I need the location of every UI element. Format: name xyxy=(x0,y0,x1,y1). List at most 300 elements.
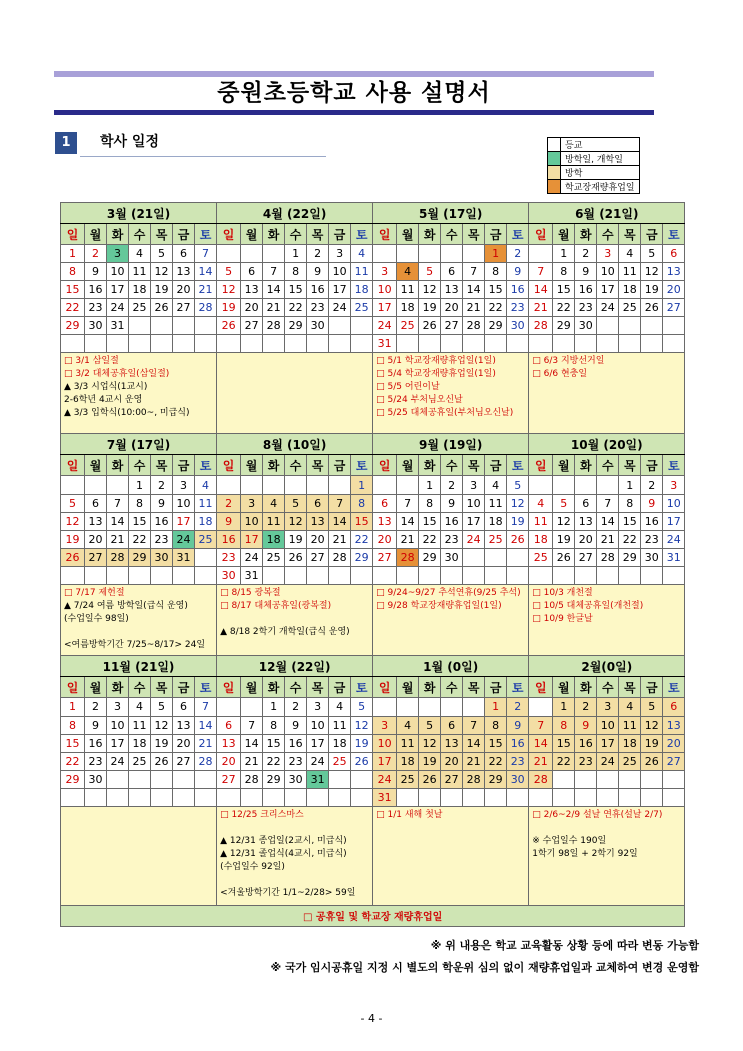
day-cell: 17 xyxy=(241,530,263,548)
day-cell: 1 xyxy=(485,698,507,716)
weekday-label: 월 xyxy=(241,224,263,245)
empty-day-cell xyxy=(173,566,195,584)
day-cell: 11 xyxy=(129,263,151,281)
day-cell: 12 xyxy=(419,281,441,299)
day-cell: 4 xyxy=(397,716,419,734)
month-notes xyxy=(373,353,529,434)
empty-day-cell xyxy=(195,788,217,806)
weekday-label: 목 xyxy=(307,224,329,245)
academic-calendar xyxy=(60,202,685,927)
day-cell: 23 xyxy=(507,752,529,770)
day-cell: 3 xyxy=(597,698,619,716)
day-cell: 2 xyxy=(575,698,597,716)
day-cell: 15 xyxy=(553,734,575,752)
legend-label: 방학 xyxy=(561,166,640,180)
empty-day-cell xyxy=(61,788,85,806)
empty-day-cell xyxy=(307,476,329,494)
empty-day-cell xyxy=(463,788,485,806)
note-line: ▲ 7/24 여름 방학일(급식 운영) xyxy=(64,600,188,611)
day-cell: 15 xyxy=(485,734,507,752)
day-cell: 8 xyxy=(61,716,85,734)
day-cell: 11 xyxy=(329,716,351,734)
empty-day-cell xyxy=(575,770,597,788)
month-title: 9월 (19일) xyxy=(373,434,529,455)
day-cell: 20 xyxy=(663,281,685,299)
day-cell: 11 xyxy=(619,263,641,281)
day-cell: 12 xyxy=(151,263,173,281)
day-cell: 26 xyxy=(61,548,85,566)
day-cell: 8 xyxy=(485,716,507,734)
page-title: 중원초등학교 사용 설명서 xyxy=(217,80,491,106)
empty-day-cell xyxy=(373,476,397,494)
day-cell: 26 xyxy=(285,548,307,566)
empty-day-cell xyxy=(553,335,575,353)
week-row xyxy=(61,788,685,806)
weekday-label: 목 xyxy=(307,677,329,698)
empty-day-cell xyxy=(129,770,151,788)
weekday-label: 일 xyxy=(373,677,397,698)
empty-day-cell xyxy=(217,245,241,263)
note-line: □ 5/4 학교장재량휴업일(1일) xyxy=(376,369,496,380)
day-cell: 25 xyxy=(129,299,151,317)
day-cell: 15 xyxy=(619,512,641,530)
day-cell: 11 xyxy=(619,716,641,734)
month-title: 12월 (22일) xyxy=(217,656,373,677)
day-cell: 25 xyxy=(129,752,151,770)
day-cell: 28 xyxy=(241,770,263,788)
day-cell: 5 xyxy=(285,494,307,512)
empty-day-cell xyxy=(173,788,195,806)
weekday-label: 화 xyxy=(419,455,441,476)
weekday-label: 일 xyxy=(217,677,241,698)
legend-swatch-start-end xyxy=(548,152,561,166)
day-cell: 15 xyxy=(351,512,373,530)
day-cell: 11 xyxy=(397,281,419,299)
empty-day-cell xyxy=(241,788,263,806)
empty-day-cell xyxy=(619,788,641,806)
day-cell: 27 xyxy=(663,299,685,317)
empty-day-cell xyxy=(129,335,151,353)
day-cell: 15 xyxy=(553,281,575,299)
day-cell: 22 xyxy=(285,299,307,317)
day-cell: 27 xyxy=(373,548,397,566)
day-cell: 27 xyxy=(173,299,195,317)
empty-day-cell xyxy=(329,476,351,494)
empty-day-cell xyxy=(285,566,307,584)
note-line: ▲ 3/3 입학식(10:00~, 미급식) xyxy=(64,408,190,419)
weekday-label: 토 xyxy=(507,677,529,698)
day-cell: 31 xyxy=(307,770,329,788)
empty-day-cell xyxy=(173,335,195,353)
week-row xyxy=(61,245,685,263)
day-cell: 15 xyxy=(61,734,85,752)
day-cell: 2 xyxy=(217,494,241,512)
day-cell: 15 xyxy=(419,512,441,530)
day-cell: 3 xyxy=(373,263,397,281)
empty-day-cell xyxy=(195,335,217,353)
day-cell: 3 xyxy=(107,698,129,716)
empty-day-cell xyxy=(463,548,485,566)
day-cell: 20 xyxy=(575,530,597,548)
day-cell: 22 xyxy=(129,530,151,548)
empty-day-cell xyxy=(217,698,241,716)
legend-label: 방학일, 개학일 xyxy=(561,152,640,166)
empty-day-cell xyxy=(597,335,619,353)
day-cell: 8 xyxy=(553,716,575,734)
day-cell: 14 xyxy=(397,512,419,530)
day-cell: 31 xyxy=(107,317,129,335)
day-cell: 7 xyxy=(195,698,217,716)
day-cell: 9 xyxy=(441,494,463,512)
day-cell: 9 xyxy=(641,494,663,512)
empty-day-cell xyxy=(107,335,129,353)
empty-day-cell xyxy=(195,770,217,788)
day-cell: 28 xyxy=(195,752,217,770)
day-cell: 30 xyxy=(641,548,663,566)
empty-day-cell xyxy=(619,335,641,353)
weekday-label: 수 xyxy=(129,677,151,698)
day-cell: 10 xyxy=(329,263,351,281)
empty-day-cell xyxy=(285,476,307,494)
empty-day-cell xyxy=(485,335,507,353)
day-cell: 13 xyxy=(85,512,107,530)
empty-day-cell xyxy=(151,788,173,806)
day-cell: 3 xyxy=(173,476,195,494)
day-cell: 6 xyxy=(441,716,463,734)
day-cell: 7 xyxy=(463,263,485,281)
weekday-label: 금 xyxy=(329,677,351,698)
legend-item xyxy=(548,180,640,194)
day-cell: 12 xyxy=(285,512,307,530)
weekday-label: 월 xyxy=(241,677,263,698)
day-cell: 6 xyxy=(85,494,107,512)
weekday-label: 토 xyxy=(351,677,373,698)
empty-day-cell xyxy=(263,788,285,806)
empty-day-cell xyxy=(553,566,575,584)
weekday-label: 수 xyxy=(597,455,619,476)
day-cell: 5 xyxy=(641,698,663,716)
empty-day-cell xyxy=(575,788,597,806)
note-line: □ 7/17 제헌절 xyxy=(64,587,125,598)
empty-day-cell xyxy=(329,335,351,353)
day-cell: 7 xyxy=(529,263,553,281)
day-cell: 7 xyxy=(241,716,263,734)
day-cell: 6 xyxy=(575,494,597,512)
note-line: □ 10/5 대체공휴일(개천절) xyxy=(532,600,644,611)
day-cell: 16 xyxy=(217,530,241,548)
weekday-label: 목 xyxy=(619,224,641,245)
empty-day-cell xyxy=(507,788,529,806)
day-cell: 17 xyxy=(663,512,685,530)
day-cell: 12 xyxy=(217,281,241,299)
day-cell: 17 xyxy=(107,734,129,752)
day-cell: 26 xyxy=(507,530,529,548)
day-cell: 13 xyxy=(663,716,685,734)
week-row xyxy=(61,770,685,788)
day-cell: 30 xyxy=(507,317,529,335)
note-line: 2-6학년 4교시 운영 xyxy=(64,395,143,406)
day-cell: 4 xyxy=(329,698,351,716)
day-cell: 21 xyxy=(597,530,619,548)
day-cell: 1 xyxy=(263,698,285,716)
weekday-label: 수 xyxy=(597,677,619,698)
day-cell: 19 xyxy=(285,530,307,548)
empty-day-cell xyxy=(663,566,685,584)
week-row xyxy=(61,548,685,566)
day-cell: 2 xyxy=(151,476,173,494)
month-title: 8월 (10일) xyxy=(217,434,373,455)
day-cell: 28 xyxy=(329,548,351,566)
day-cell: 14 xyxy=(107,512,129,530)
day-cell: 29 xyxy=(553,317,575,335)
empty-day-cell xyxy=(597,788,619,806)
empty-day-cell xyxy=(129,566,151,584)
empty-day-cell xyxy=(485,788,507,806)
week-row xyxy=(61,263,685,281)
day-cell: 1 xyxy=(61,698,85,716)
day-cell: 24 xyxy=(241,548,263,566)
week-row xyxy=(61,281,685,299)
weekday-label: 토 xyxy=(507,455,529,476)
day-cell: 23 xyxy=(441,530,463,548)
day-cell: 3 xyxy=(373,716,397,734)
day-cell: 5 xyxy=(419,263,441,281)
week-row xyxy=(61,698,685,716)
weekday-label: 토 xyxy=(351,224,373,245)
day-cell: 21 xyxy=(529,299,553,317)
weekday-label: 금 xyxy=(641,224,663,245)
day-cell: 14 xyxy=(195,716,217,734)
day-cell: 31 xyxy=(373,788,397,806)
note-line: <여름방학기간 7/25~8/17> 24일 xyxy=(64,639,206,650)
weekday-label: 월 xyxy=(553,455,575,476)
empty-day-cell xyxy=(641,770,663,788)
day-cell: 1 xyxy=(619,476,641,494)
notice-line: ※ 위 내용은 학교 교육활동 상황 등에 따라 변동 가능함 xyxy=(430,939,699,952)
empty-day-cell xyxy=(151,566,173,584)
month-header-row xyxy=(61,203,685,224)
day-cell: 9 xyxy=(85,716,107,734)
weekday-label: 화 xyxy=(419,224,441,245)
empty-day-cell xyxy=(663,770,685,788)
empty-day-cell xyxy=(463,245,485,263)
day-cell: 30 xyxy=(307,317,329,335)
weekday-label: 일 xyxy=(373,455,397,476)
day-cell: 2 xyxy=(575,245,597,263)
note-line: □ 8/17 대체공휴일(광복절) xyxy=(220,600,332,611)
note-line: <겨울방학기간 1/1~2/28> 59일 xyxy=(220,887,356,898)
week-row xyxy=(61,512,685,530)
day-cell: 17 xyxy=(329,281,351,299)
day-cell: 28 xyxy=(597,548,619,566)
weekday-label: 목 xyxy=(151,677,173,698)
note-line xyxy=(220,613,369,626)
empty-day-cell xyxy=(351,566,373,584)
empty-day-cell xyxy=(419,335,441,353)
weekday-label: 월 xyxy=(553,224,575,245)
note-line: □ 10/9 한글날 xyxy=(532,613,593,624)
day-cell: 4 xyxy=(529,494,553,512)
day-cell: 24 xyxy=(597,299,619,317)
weekday-label: 월 xyxy=(85,677,107,698)
empty-day-cell xyxy=(419,788,441,806)
day-cell: 20 xyxy=(173,281,195,299)
day-cell: 29 xyxy=(129,548,151,566)
day-cell: 19 xyxy=(641,281,663,299)
day-cell: 11 xyxy=(195,494,217,512)
weekday-row xyxy=(61,455,685,476)
day-cell: 22 xyxy=(553,299,575,317)
day-cell: 8 xyxy=(285,263,307,281)
day-cell: 4 xyxy=(619,245,641,263)
empty-day-cell xyxy=(463,335,485,353)
empty-day-cell xyxy=(373,245,397,263)
weekday-label: 금 xyxy=(329,455,351,476)
day-cell: 30 xyxy=(217,566,241,584)
day-cell: 18 xyxy=(263,530,285,548)
day-cell: 2 xyxy=(85,245,107,263)
day-cell: 27 xyxy=(663,752,685,770)
empty-day-cell xyxy=(241,476,263,494)
month-notes xyxy=(61,584,217,656)
day-cell: 29 xyxy=(61,770,85,788)
day-cell: 21 xyxy=(241,752,263,770)
day-cell: 17 xyxy=(597,734,619,752)
day-cell: 8 xyxy=(263,716,285,734)
day-cell: 14 xyxy=(529,281,553,299)
day-cell: 6 xyxy=(663,245,685,263)
day-cell: 19 xyxy=(61,530,85,548)
day-cell: 23 xyxy=(575,299,597,317)
note-line: □ 5/1 학교장재량휴업일(1일) xyxy=(376,356,496,367)
empty-day-cell xyxy=(307,788,329,806)
day-cell: 2 xyxy=(441,476,463,494)
day-cell: 1 xyxy=(129,476,151,494)
day-cell: 17 xyxy=(173,512,195,530)
empty-day-cell xyxy=(507,335,529,353)
weekday-label: 금 xyxy=(641,455,663,476)
day-cell: 18 xyxy=(485,512,507,530)
day-cell: 28 xyxy=(263,317,285,335)
day-cell: 30 xyxy=(85,770,107,788)
month-header-row xyxy=(61,434,685,455)
day-cell: 23 xyxy=(507,299,529,317)
weekday-label: 토 xyxy=(663,677,685,698)
weekday-label: 화 xyxy=(107,224,129,245)
empty-day-cell xyxy=(61,476,85,494)
day-cell: 12 xyxy=(151,716,173,734)
day-cell: 24 xyxy=(307,752,329,770)
day-cell: 8 xyxy=(419,494,441,512)
note-line: □ 9/24~9/27 추석연휴(9/25 추석) xyxy=(376,587,521,598)
empty-day-cell xyxy=(597,770,619,788)
day-cell: 10 xyxy=(241,512,263,530)
day-cell: 18 xyxy=(619,734,641,752)
day-cell: 16 xyxy=(85,734,107,752)
day-cell: 13 xyxy=(217,734,241,752)
note-line: □ 3/1 삼일절 xyxy=(64,356,119,367)
empty-day-cell xyxy=(351,770,373,788)
day-cell: 1 xyxy=(419,476,441,494)
weekday-label: 일 xyxy=(61,677,85,698)
day-cell: 13 xyxy=(307,512,329,530)
day-cell: 17 xyxy=(107,281,129,299)
day-cell: 21 xyxy=(463,299,485,317)
day-cell: 6 xyxy=(441,263,463,281)
day-cell: 13 xyxy=(173,263,195,281)
day-cell: 4 xyxy=(485,476,507,494)
day-cell: 28 xyxy=(397,548,419,566)
weekday-label: 화 xyxy=(419,677,441,698)
empty-day-cell xyxy=(351,788,373,806)
legend-item xyxy=(548,138,640,152)
day-cell: 23 xyxy=(85,299,107,317)
note-line: □ 1/1 새해 첫날 xyxy=(376,809,443,820)
month-title: 1월 (0일) xyxy=(373,656,529,677)
note-line: ▲ 3/3 시업식(1교시) xyxy=(64,382,148,393)
empty-day-cell xyxy=(419,245,441,263)
day-cell: 27 xyxy=(441,770,463,788)
day-cell: 26 xyxy=(151,752,173,770)
day-cell: 3 xyxy=(329,245,351,263)
day-cell: 12 xyxy=(419,734,441,752)
empty-day-cell xyxy=(285,335,307,353)
weekday-label: 금 xyxy=(485,224,507,245)
empty-day-cell xyxy=(463,566,485,584)
weekday-label: 월 xyxy=(241,455,263,476)
note-line xyxy=(532,822,681,835)
legend-swatch-attend xyxy=(548,138,561,152)
note-line: (수업일수 98일) xyxy=(64,613,129,624)
day-cell: 4 xyxy=(195,476,217,494)
day-cell: 17 xyxy=(373,299,397,317)
day-cell: 2 xyxy=(285,698,307,716)
day-cell: 6 xyxy=(373,494,397,512)
day-cell: 30 xyxy=(441,548,463,566)
day-cell: 2 xyxy=(507,698,529,716)
weekday-label: 수 xyxy=(597,224,619,245)
day-cell: 12 xyxy=(641,263,663,281)
day-cell: 29 xyxy=(485,770,507,788)
day-cell: 5 xyxy=(151,698,173,716)
weekday-label: 화 xyxy=(575,455,597,476)
day-cell: 1 xyxy=(61,245,85,263)
day-cell: 11 xyxy=(397,734,419,752)
day-cell: 27 xyxy=(173,752,195,770)
day-cell: 8 xyxy=(485,263,507,281)
empty-day-cell xyxy=(107,566,129,584)
day-cell: 10 xyxy=(373,281,397,299)
day-cell: 27 xyxy=(241,317,263,335)
day-cell: 3 xyxy=(463,476,485,494)
day-cell: 27 xyxy=(217,770,241,788)
day-cell: 5 xyxy=(351,698,373,716)
empty-day-cell xyxy=(529,476,553,494)
empty-day-cell xyxy=(285,788,307,806)
note-line: □ 9/28 학교장재량휴업일(1일) xyxy=(376,600,502,611)
weekday-label: 화 xyxy=(263,455,285,476)
weekday-label: 화 xyxy=(575,677,597,698)
day-cell: 25 xyxy=(529,548,553,566)
note-line: □ 5/25 대체공휴일(부처님오신날) xyxy=(376,408,514,419)
empty-day-cell xyxy=(151,335,173,353)
empty-day-cell xyxy=(241,698,263,716)
weekday-label: 목 xyxy=(463,224,485,245)
day-cell: 20 xyxy=(663,734,685,752)
day-cell: 26 xyxy=(151,299,173,317)
weekday-label: 월 xyxy=(397,455,419,476)
day-cell: 5 xyxy=(61,494,85,512)
